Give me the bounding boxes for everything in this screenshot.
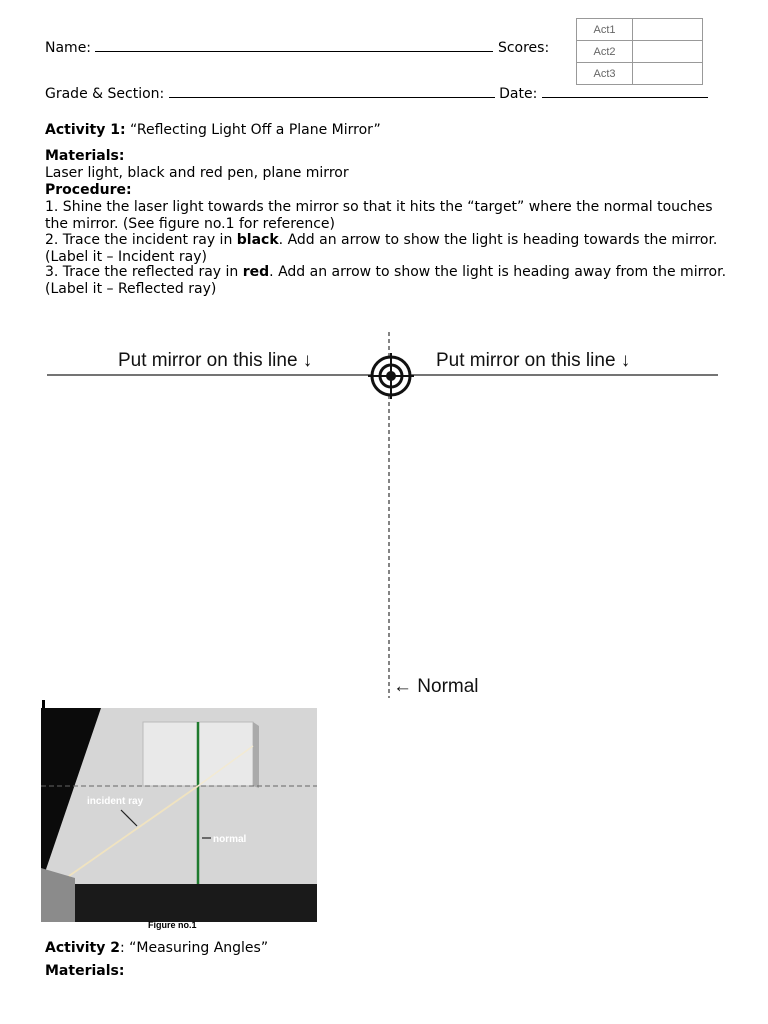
grade-field[interactable] bbox=[169, 83, 495, 98]
activity2-title: : “Measuring Angles” bbox=[119, 940, 269, 956]
step2-text-a: 2. Trace the incident ray in bbox=[45, 232, 237, 248]
procedure-heading: Procedure: bbox=[45, 182, 132, 198]
procedure-step-3 bbox=[45, 264, 735, 298]
scores-table bbox=[576, 18, 703, 85]
step2-text-b: . Add an arrow to show the light is heading towards the mirror. (Label it – Incident ray) bbox=[45, 232, 718, 265]
procedure-step-1: 1. Shine the laser light towards the mirror so that it hits the “target” where the normal touches the mirror. (See figure no.1 for reference) bbox=[45, 199, 713, 232]
figure-illustration bbox=[41, 708, 317, 922]
photo-normal-label: normal bbox=[213, 834, 247, 845]
date-field[interactable] bbox=[542, 83, 708, 98]
materials-heading: Materials: bbox=[45, 148, 125, 164]
photo-incident-label: incident ray bbox=[87, 796, 144, 807]
score-act1-label: Act1 bbox=[577, 19, 633, 41]
materials-text: Laser light, black and red pen, plane mirror bbox=[45, 165, 349, 181]
score-act1-field[interactable] bbox=[633, 19, 703, 41]
procedure-step-2 bbox=[45, 232, 735, 266]
figure-caption: Figure no.1 bbox=[148, 920, 197, 930]
activity2-heading bbox=[45, 940, 735, 957]
figure-photo bbox=[41, 708, 317, 922]
activity1-heading bbox=[45, 122, 735, 139]
grade-date-row bbox=[45, 83, 708, 102]
mirror-diagram bbox=[0, 320, 768, 710]
step3-text-b: . Add an arrow to show the light is heading away from the mirror. (Label it – Reflected ray) bbox=[45, 264, 727, 297]
activity1-prefix: Activity 1: bbox=[45, 122, 126, 138]
name-label: Name: bbox=[45, 40, 92, 56]
score-act3-label: Act3 bbox=[577, 63, 633, 85]
name-field[interactable] bbox=[95, 37, 493, 52]
grade-label: Grade & Section: bbox=[45, 86, 165, 102]
activity1-title: “Reflecting Light Off a Plane Mirror” bbox=[125, 122, 381, 138]
step3-bold: red bbox=[242, 264, 270, 280]
mirror-label-right: Put mirror on this line ↓ bbox=[436, 350, 631, 371]
mirror-label-left: Put mirror on this line ↓ bbox=[118, 350, 313, 371]
activity2-prefix: Activity 2 bbox=[45, 940, 120, 956]
score-act2-label: Act2 bbox=[577, 41, 633, 63]
activity2-materials-heading: Materials: bbox=[45, 963, 125, 979]
normal-label: ← Normal bbox=[393, 676, 479, 697]
name-row bbox=[45, 37, 549, 56]
step3-text-a: 3. Trace the reflected ray in bbox=[45, 264, 243, 280]
step2-bold: black bbox=[236, 232, 279, 248]
score-act3-field[interactable] bbox=[633, 63, 703, 85]
target-icon bbox=[368, 353, 414, 399]
date-label: Date: bbox=[499, 86, 538, 102]
score-act2-field[interactable] bbox=[633, 41, 703, 63]
scores-label: Scores: bbox=[497, 40, 550, 56]
